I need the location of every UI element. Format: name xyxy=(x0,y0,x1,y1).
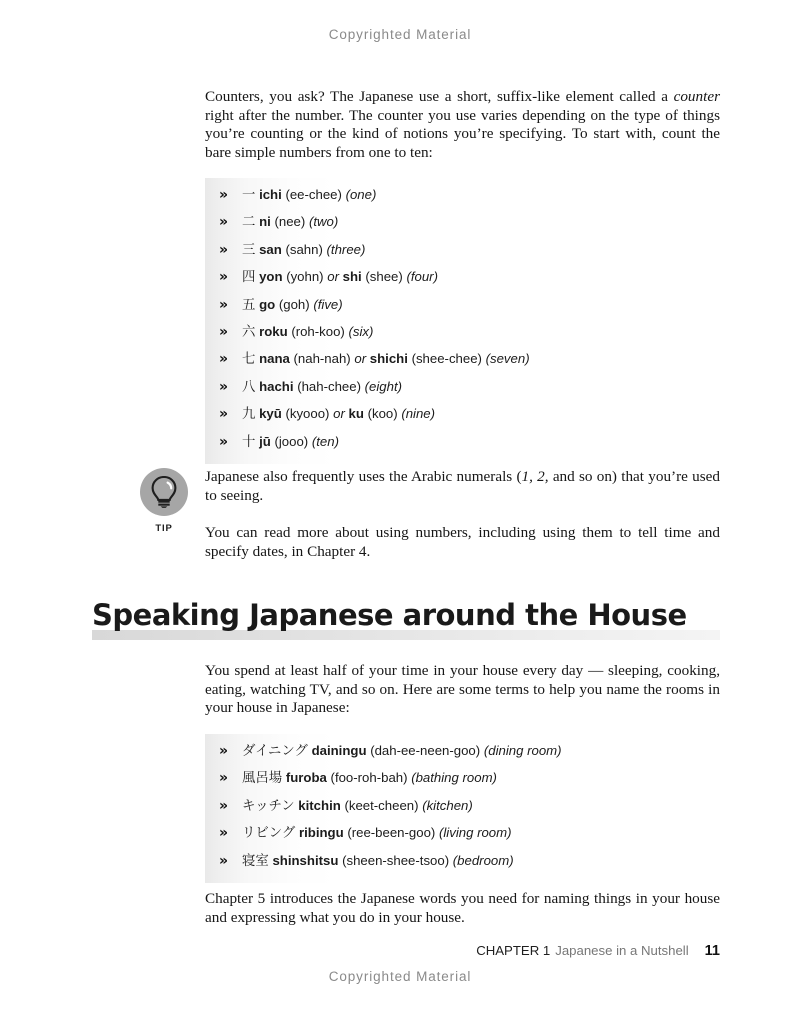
tip-p1-part1: Japanese also frequently uses the Arabic numerals ( xyxy=(205,468,522,485)
chevron-bullet-icon: » xyxy=(219,214,228,231)
number-item-text xyxy=(242,184,725,203)
number-conjunction: or xyxy=(327,269,339,285)
page-footer xyxy=(205,943,720,959)
number-gloss: (seven) xyxy=(485,351,530,367)
room-item xyxy=(205,795,725,822)
room-item-text xyxy=(242,795,725,814)
number-kanji: 一 xyxy=(242,188,256,203)
footer-page-number: 11 xyxy=(704,943,720,959)
chevron-bullet-icon: » xyxy=(219,296,228,313)
number-pronunciation: (yohn) xyxy=(286,269,324,285)
number-gloss: (nine) xyxy=(401,406,436,422)
number-gloss: (three) xyxy=(326,241,366,257)
number-item xyxy=(205,239,725,266)
number-item xyxy=(205,211,725,238)
number-romaji-alt: ku xyxy=(348,406,364,422)
number-romaji: go xyxy=(259,296,276,312)
number-gloss: (one) xyxy=(345,187,377,202)
section-heading-block xyxy=(92,598,720,632)
number-kanji: 十 xyxy=(242,434,256,450)
room-item xyxy=(205,767,725,794)
number-kanji: 八 xyxy=(242,379,256,395)
number-gloss: (five) xyxy=(313,296,343,312)
room-gloss: (bathing room) xyxy=(411,770,497,786)
number-gloss: (two) xyxy=(308,214,339,230)
chevron-bullet-icon: » xyxy=(219,187,228,203)
chevron-bullet-icon: » xyxy=(219,825,228,842)
number-romaji: san xyxy=(259,241,282,257)
number-romaji-alt: shi xyxy=(342,269,362,285)
lightbulb-icon xyxy=(149,476,179,508)
number-pronunciation: (nah-nah) xyxy=(293,351,351,367)
number-item-text xyxy=(242,431,725,450)
number-romaji: ni xyxy=(259,214,271,230)
tip-circle xyxy=(140,468,188,516)
room-kanji: リビング xyxy=(242,826,296,842)
section-closing-paragraph: Chapter 5 introduces the Japanese words you need for naming things in your house and expressing what you do in your house. xyxy=(205,890,720,926)
tip-callout xyxy=(140,468,188,534)
tip-text-block xyxy=(205,468,720,561)
tip-paragraph-1 xyxy=(205,468,720,505)
tip-p1-emphasis: 1, 2, xyxy=(521,468,549,485)
number-item-text xyxy=(242,348,725,367)
chevron-bullet-icon: » xyxy=(219,269,228,286)
number-pronunciation: (sahn) xyxy=(285,241,323,257)
room-romaji: kitchin xyxy=(298,797,341,813)
number-item-text xyxy=(242,211,725,230)
rooms-vocabulary-list xyxy=(205,734,725,883)
room-kanji: ダイニング xyxy=(242,744,308,759)
room-romaji: shinshitsu xyxy=(272,852,339,868)
number-item xyxy=(205,431,725,458)
section-closing-block xyxy=(205,890,720,927)
section-intro-paragraph: You spend at least half of your time in your house every day — sleeping, cooking, eating, watching TV, and so on. Here are some terms to help you name the rooms in your house in Japanese: xyxy=(205,662,720,717)
room-item-text xyxy=(242,850,725,869)
tip-label: TIP xyxy=(155,523,173,534)
numbers-vocabulary-list xyxy=(205,178,725,464)
number-pronunciation: (ee-chee) xyxy=(285,187,342,202)
running-head-top: Copyrighted Material xyxy=(328,27,472,42)
room-gloss: (living room) xyxy=(438,825,512,841)
room-item xyxy=(205,850,725,877)
room-pronunciation: (dah-ee-neen-goo) xyxy=(370,743,481,758)
footer-chapter-title: Japanese in a Nutshell xyxy=(555,943,689,958)
number-item xyxy=(205,348,725,375)
room-item-text xyxy=(242,767,725,786)
number-item-text xyxy=(242,403,725,422)
number-romaji: jū xyxy=(259,433,271,449)
chevron-bullet-icon: » xyxy=(219,852,228,869)
number-kanji: 四 xyxy=(242,270,256,286)
number-romaji-alt: shichi xyxy=(369,351,408,367)
number-item xyxy=(205,184,725,211)
number-pronunciation: (roh-koo) xyxy=(291,323,345,339)
number-gloss: (four) xyxy=(406,269,438,285)
chevron-bullet-icon: » xyxy=(219,770,228,787)
intro-paragraph xyxy=(205,88,720,162)
number-conjunction: or xyxy=(333,406,345,422)
number-romaji: nana xyxy=(259,351,290,367)
number-gloss: (eight) xyxy=(364,378,403,394)
intro-emphasis: counter xyxy=(673,88,720,105)
number-kanji: 五 xyxy=(242,297,256,313)
chevron-bullet-icon: » xyxy=(219,241,228,258)
room-romaji: furoba xyxy=(285,770,327,786)
room-pronunciation: (keet-cheen) xyxy=(344,797,419,813)
number-romaji: ichi xyxy=(259,187,282,202)
number-romaji: yon xyxy=(259,269,283,285)
number-romaji: hachi xyxy=(259,378,294,394)
footer-chapter-label: CHAPTER 1 xyxy=(476,943,551,958)
number-item xyxy=(205,376,725,403)
intro-paragraph-block xyxy=(205,88,720,162)
chevron-bullet-icon: » xyxy=(219,351,228,368)
chevron-bullet-icon: » xyxy=(219,743,228,759)
intro-part2: right after the number. The counter you use varies depending on the type of things you’re counting or the kind of notions you’re specifying. To start with, count the bare simple numbers from one to ten: xyxy=(205,106,720,161)
room-item xyxy=(205,822,725,849)
chevron-bullet-icon: » xyxy=(219,433,228,450)
tip-p1-part2: and so on) that you’re used to seeing. xyxy=(205,468,720,504)
room-item-text xyxy=(242,822,725,841)
room-romaji: dainingu xyxy=(311,743,367,758)
number-romaji: kyū xyxy=(259,406,282,422)
number-pronunciation-alt: (koo) xyxy=(367,406,398,422)
section-heading: Speaking Japanese around the House xyxy=(92,598,687,632)
chevron-bullet-icon: » xyxy=(219,406,228,423)
number-item xyxy=(205,294,725,321)
number-kanji: 三 xyxy=(242,242,256,258)
number-kanji: 六 xyxy=(242,324,256,340)
tip-paragraph-2: You can read more about using numbers, including using them to tell time and specify dates, in Chapter 4. xyxy=(205,524,720,560)
room-gloss: (dining room) xyxy=(483,743,562,758)
room-kanji: 風呂場 xyxy=(242,771,283,787)
number-item-text xyxy=(242,266,725,285)
number-pronunciation-alt: (shee) xyxy=(365,269,403,285)
number-pronunciation: (kyooo) xyxy=(285,406,330,422)
number-item xyxy=(205,321,725,348)
room-gloss: (bedroom) xyxy=(452,852,514,868)
number-kanji: 二 xyxy=(242,215,256,231)
chevron-bullet-icon: » xyxy=(219,797,228,814)
chevron-bullet-icon: » xyxy=(219,323,228,340)
room-romaji: ribingu xyxy=(298,825,344,841)
number-item-text xyxy=(242,239,725,258)
room-pronunciation: (sheen-shee-tsoo) xyxy=(342,852,450,868)
number-item-text xyxy=(242,294,725,313)
chevron-bullet-icon: » xyxy=(219,378,228,395)
number-pronunciation: (nee) xyxy=(274,214,306,230)
number-gloss: (ten) xyxy=(311,433,339,449)
number-item xyxy=(205,403,725,430)
number-gloss: (six) xyxy=(348,323,374,339)
room-kanji: キッチン xyxy=(242,798,295,814)
number-pronunciation: (jooo) xyxy=(274,433,309,449)
number-romaji: roku xyxy=(259,323,288,339)
room-gloss: (kitchen) xyxy=(422,797,473,813)
number-kanji: 七 xyxy=(242,352,256,368)
room-pronunciation: (foo-roh-bah) xyxy=(330,770,408,786)
room-item-text xyxy=(242,740,725,759)
number-pronunciation-alt: (shee-chee) xyxy=(411,351,482,367)
running-head-bottom: Copyrighted Material xyxy=(328,969,472,984)
room-kanji: 寝室 xyxy=(242,853,269,869)
intro-part1: Counters, you ask? The Japanese use a short, suffix-like element called a xyxy=(205,88,674,105)
number-kanji: 九 xyxy=(242,407,256,423)
room-item xyxy=(205,740,725,767)
number-conjunction: or xyxy=(354,351,367,367)
room-pronunciation: (ree-been-goo) xyxy=(347,825,436,841)
number-pronunciation: (hah-chee) xyxy=(297,378,361,394)
number-item-text xyxy=(242,321,725,340)
section-intro-block xyxy=(205,662,720,718)
number-item xyxy=(205,266,725,293)
number-item-text xyxy=(242,376,725,395)
number-pronunciation: (goh) xyxy=(278,296,310,312)
